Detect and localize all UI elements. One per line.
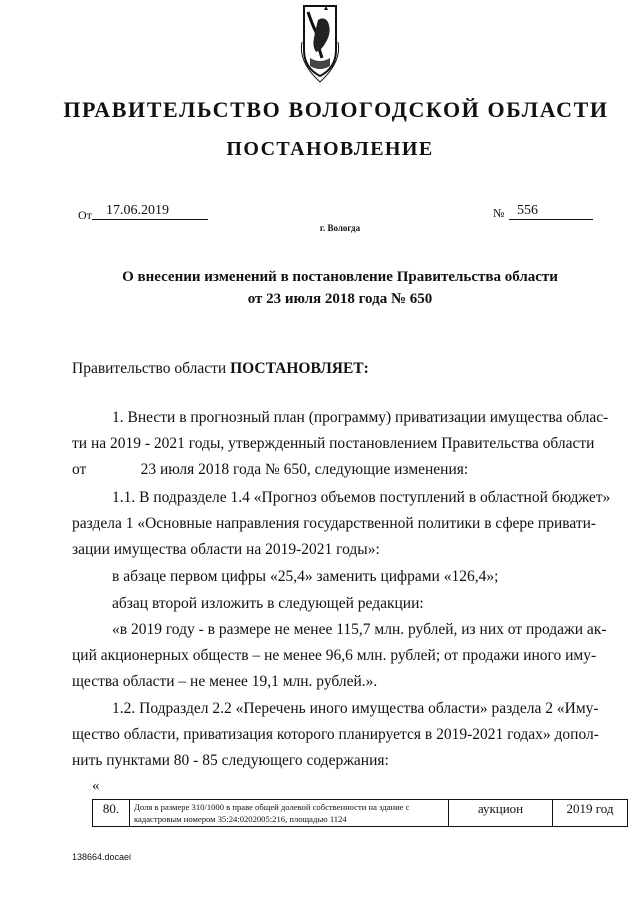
number-value: 556 <box>509 203 593 220</box>
body-line: ти на 2019 - 2021 годы, утвержденный постановлением Правительства области <box>72 435 595 452</box>
body-line: щества области – не менее 19,1 млн. рублей.». <box>72 673 378 690</box>
preamble-text: Правительство области <box>72 360 231 377</box>
document-type: ПОСТАНОВЛЕНИЕ <box>226 138 434 160</box>
property-table <box>92 799 628 827</box>
body-line: нить пунктами 80 - 85 следующего содержания: <box>72 752 389 769</box>
body-line: ций акционерных обществ – не менее 96,6 млн. рублей; от продажи иного иму- <box>72 647 597 664</box>
row-method: аукцион <box>449 800 553 827</box>
row-year: 2019 год <box>553 800 628 827</box>
subject-line-1: О внесении изменений в постановление Правительства области <box>122 269 558 285</box>
body-line: 1. Внести в прогнозный план (программу) приватизации имущества облас- <box>112 409 609 426</box>
body-line: раздела 1 «Основные направления государственной политики в сфере привати- <box>72 515 597 532</box>
number-label: № <box>493 206 505 220</box>
row-description: Доля в размере 310/1000 в праве общей долевой собственности на здание с кадастровым номером 35:24:0202005:216, площадью 1124 <box>130 800 449 827</box>
body-line: в абзаце первом цифры «25,4» заменить цифрами «126,4»; <box>112 568 499 585</box>
city-name: г. Вологда <box>319 223 361 233</box>
body-line: абзац второй изложить в следующей редакции: <box>112 595 424 612</box>
preamble-emphasis: ПОСТАНОВЛЯЕТ: <box>230 360 369 377</box>
body-line: щество области, приватизация которого планируется в 2019-2021 годах» допол- <box>72 726 599 743</box>
preamble <box>72 356 369 382</box>
body-line: от 23 июля 2018 года № 650, следующие изменения: <box>72 461 469 478</box>
date-value: 17.06.2019 <box>92 203 208 220</box>
body-line: «в 2019 году - в размере не менее 115,7 млн. рублей, из них от продажи ак- <box>112 621 607 638</box>
quote-open: « <box>92 778 100 794</box>
government-title: ПРАВИТЕЛЬСТВО ВОЛОГОДСКОЙ ОБЛАСТИ <box>63 97 609 122</box>
body-line: 1.2. Подраздел 2.2 «Перечень иного имущества области» раздела 2 «Иму- <box>112 700 599 717</box>
date-label: От <box>78 208 92 222</box>
row-number: 80. <box>93 800 130 827</box>
subject-line-2: от 23 июля 2018 года № 650 <box>247 291 433 307</box>
body-line: зации имущества области на 2019-2021 годы»: <box>72 541 380 558</box>
table-row <box>93 800 628 827</box>
document-subject <box>40 266 640 310</box>
footer-filename: 138664.docaei <box>72 852 132 862</box>
body-line: 1.1. В подразделе 1.4 «Прогноз объемов поступлений в областной бюджет» <box>112 489 611 506</box>
vologda-coat-of-arms-icon <box>298 2 342 84</box>
